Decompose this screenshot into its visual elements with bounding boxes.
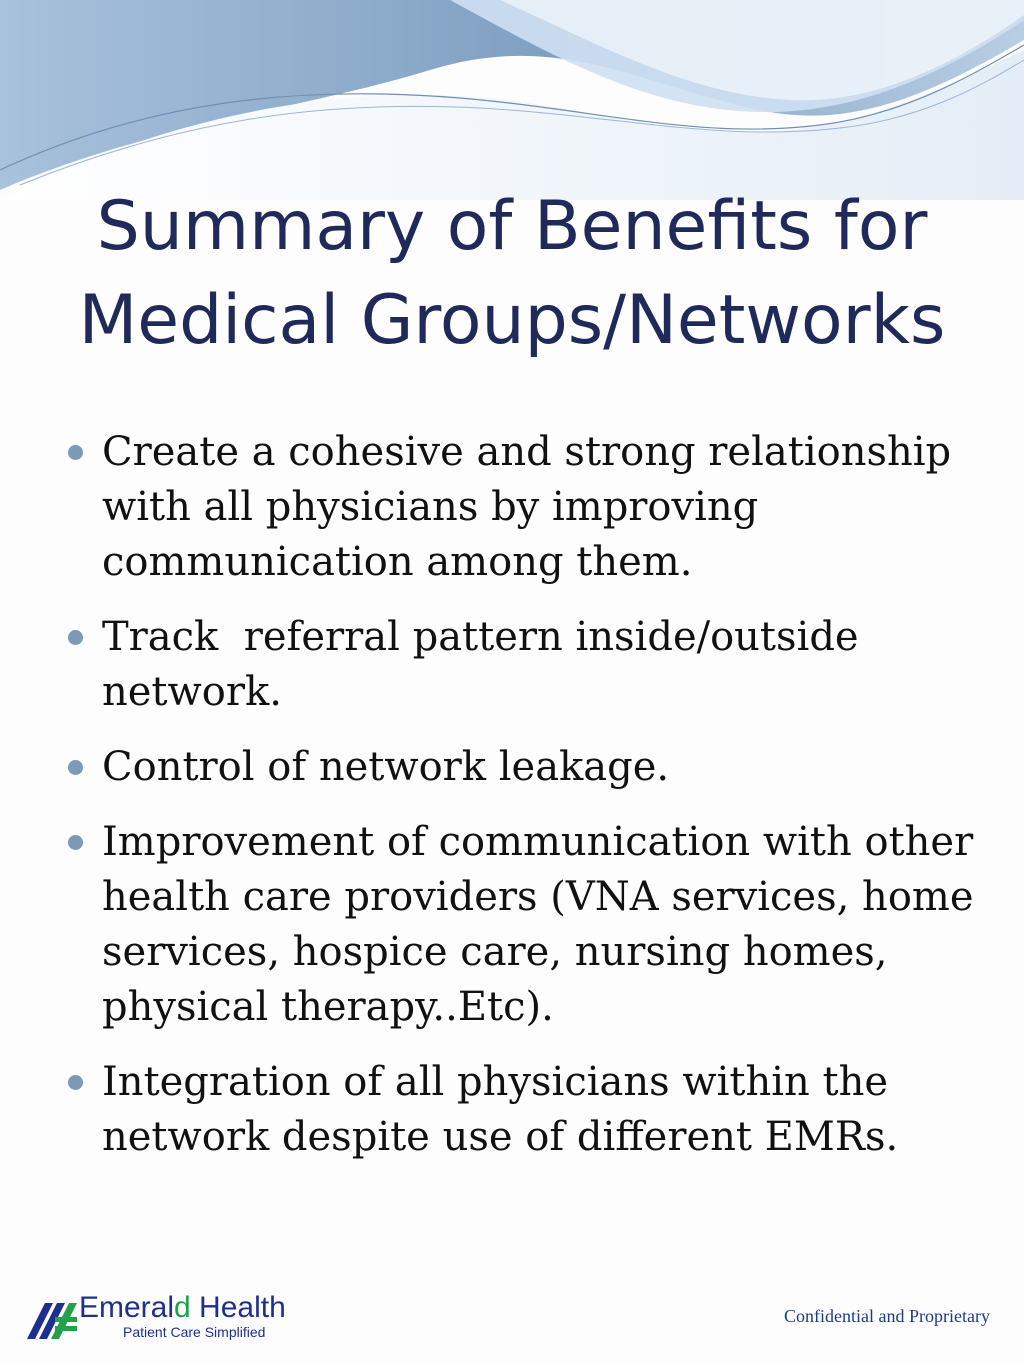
bullet-dot-icon <box>68 445 83 460</box>
list-item <box>60 610 980 720</box>
list-item-line: network. <box>102 669 282 715</box>
slide-title-line: Medical Groups/Networks <box>78 281 946 360</box>
list-item-line: Control of network leakage. <box>102 744 670 790</box>
list-item-line: Track referral pattern inside/outside <box>102 614 859 660</box>
bullet-dot-icon <box>68 630 83 645</box>
list-item-line: Integration of all physicians within the <box>102 1059 889 1105</box>
list-item-line: services, hospice care, nursing homes, <box>102 929 888 975</box>
list-item-line: communication among them. <box>102 539 693 585</box>
list-item-line: network despite use of different EMRs. <box>102 1114 899 1160</box>
list-item-line: health care providers (VNA services, home <box>102 874 974 920</box>
list-item <box>60 425 980 590</box>
list-item <box>60 740 980 795</box>
emerald-health-logo-icon <box>25 1295 79 1339</box>
bullet-dot-icon <box>68 835 83 850</box>
logo-name-accent: d <box>174 1291 191 1324</box>
logo-tagline: Patient Care Simplified <box>123 1324 266 1340</box>
logo-name-main: Emeral <box>79 1291 175 1324</box>
list-item <box>60 1055 980 1165</box>
bullet-dot-icon <box>68 1075 83 1090</box>
logo-wordmark <box>79 1291 286 1325</box>
slide-title <box>0 180 1024 368</box>
confidentiality-note: Confidential and Proprietary <box>784 1306 990 1326</box>
benefits-list <box>60 425 980 1185</box>
header-wave-decoration <box>0 0 1024 200</box>
logo-name-end: Health <box>190 1291 286 1324</box>
slide-title-line: Summary of Benefits for <box>96 187 928 266</box>
company-logo <box>25 1293 315 1343</box>
list-item-line: physical therapy..Etc). <box>102 984 554 1030</box>
list-item-line: with all physicians by improving <box>102 484 759 530</box>
list-item-line: Improvement of communication with other <box>102 819 974 865</box>
bullet-dot-icon <box>68 760 83 775</box>
list-item <box>60 815 980 1035</box>
list-item-line: Create a cohesive and strong relationship <box>102 429 952 475</box>
